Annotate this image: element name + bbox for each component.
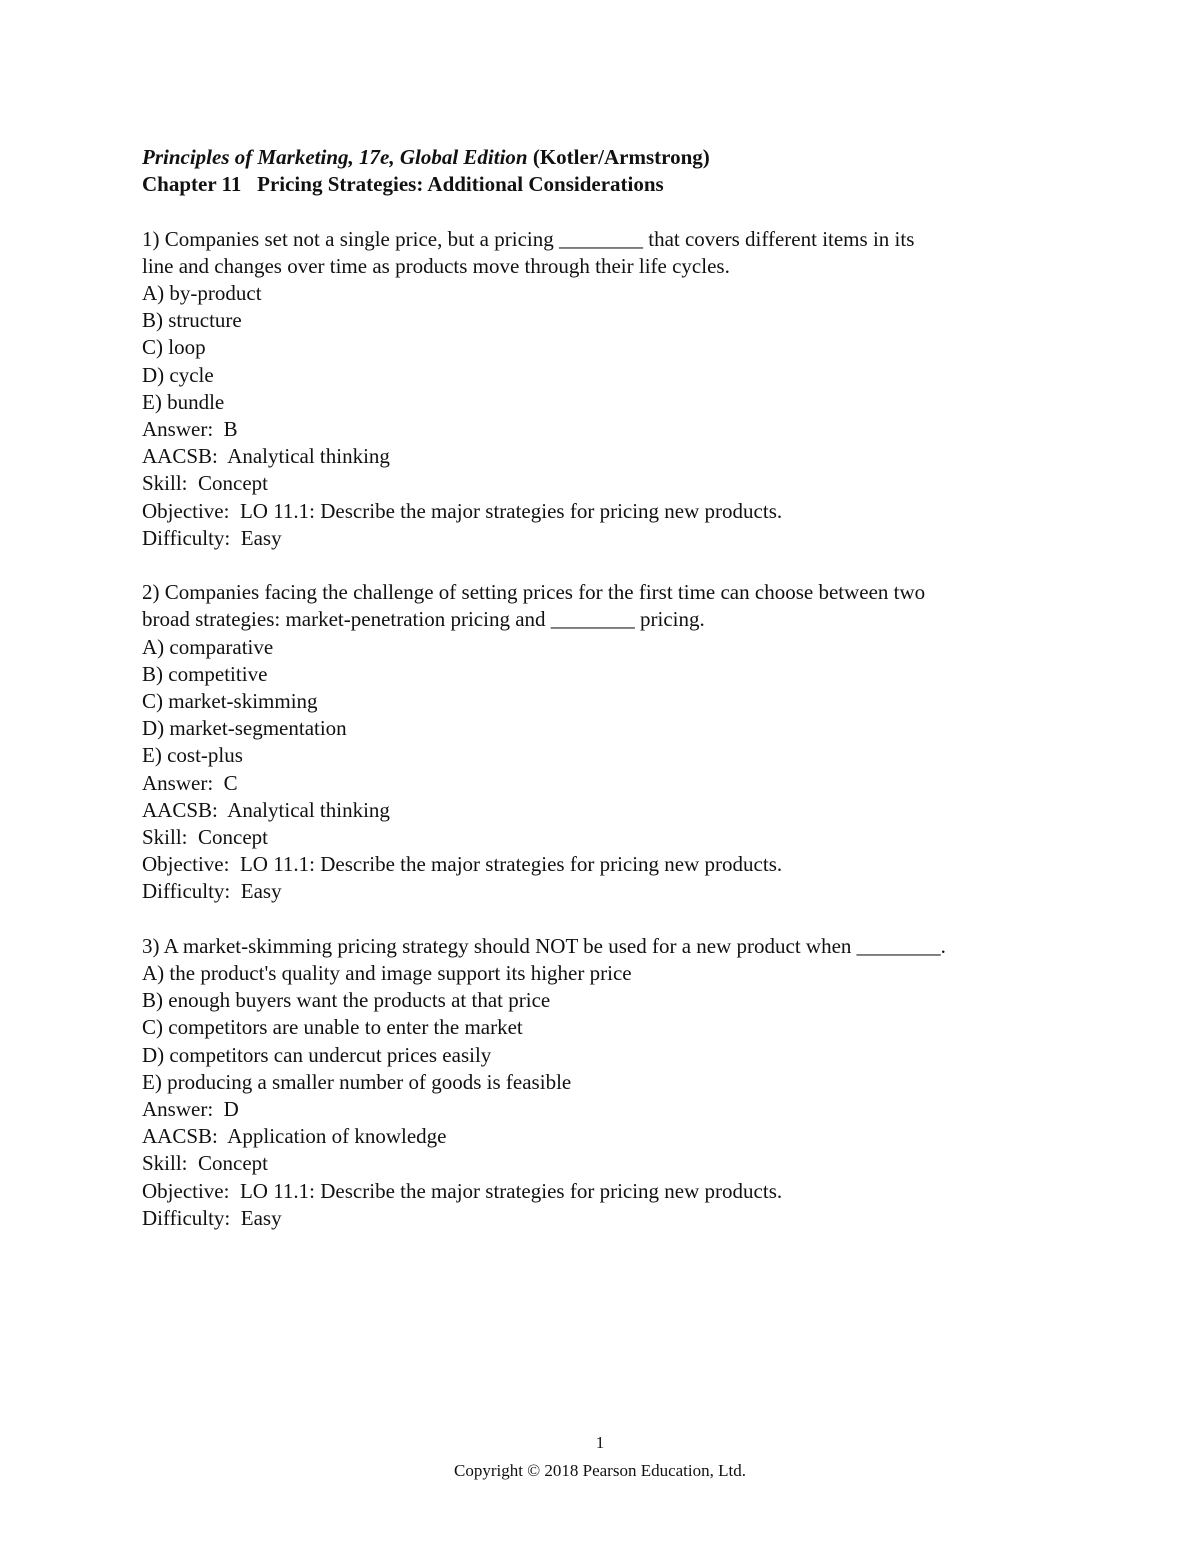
option-a: A) comparative xyxy=(142,634,274,659)
spacer xyxy=(142,198,1062,225)
objective: Objective: LO 11.1: Describe the major strategies for pricing new products. xyxy=(142,1178,783,1203)
option-d: D) competitors can undercut prices easily xyxy=(142,1042,492,1067)
answer: Answer: C xyxy=(142,770,238,795)
question-stem-line: 1) Companies set not a single price, but a pricing ________ that covers different items in its xyxy=(142,226,915,251)
option-b: B) competitive xyxy=(142,661,268,686)
question-stem-line: line and changes over time as products move through their life cycles. xyxy=(142,253,730,278)
aacsb: AACSB: Analytical thinking xyxy=(142,797,390,822)
page-number: 1 xyxy=(595,1433,605,1452)
difficulty: Difficulty: Easy xyxy=(142,525,282,550)
option-d: D) market-segmentation xyxy=(142,716,347,741)
question-3 xyxy=(142,933,1062,1232)
option-c: C) loop xyxy=(142,335,206,360)
aacsb: AACSB: Application of knowledge xyxy=(142,1124,447,1149)
book-title: Principles of Marketing, 17e, Global Edition xyxy=(142,145,528,169)
question-stem-line: broad strategies: market-penetration pricing and ________ pricing. xyxy=(142,607,705,632)
page-content xyxy=(142,144,1062,1259)
option-e: E) producing a smaller number of goods is feasible xyxy=(142,1069,572,1094)
question-1 xyxy=(142,226,1062,552)
objective: Objective: LO 11.1: Describe the major strategies for pricing new products. xyxy=(142,498,783,523)
chapter-title: Chapter 11 Pricing Strategies: Additional Considerations xyxy=(142,172,664,197)
book-title-line xyxy=(142,144,1062,171)
question-stem-line: 2) Companies facing the challenge of setting prices for the first time can choose between two xyxy=(142,580,926,605)
option-a: A) the product's quality and image support its higher price xyxy=(142,961,632,986)
difficulty: Difficulty: Easy xyxy=(142,1205,282,1230)
book-authors: (Kotler/Armstrong) xyxy=(527,145,710,169)
option-b: B) enough buyers want the products at that price xyxy=(142,988,551,1013)
answer: Answer: D xyxy=(142,1097,239,1122)
option-b: B) structure xyxy=(142,308,242,333)
skill: Skill: Concept xyxy=(142,825,268,850)
option-c: C) competitors are unable to enter the market xyxy=(142,1015,523,1040)
option-c: C) market-skimming xyxy=(142,689,318,714)
option-a: A) by-product xyxy=(142,281,262,305)
question-stem-line: 3) A market-skimming pricing strategy should NOT be used for a new product when ________. xyxy=(142,933,946,958)
question-2 xyxy=(142,579,1062,905)
aacsb: AACSB: Analytical thinking xyxy=(142,444,390,469)
skill: Skill: Concept xyxy=(142,1151,268,1176)
skill: Skill: Concept xyxy=(142,471,268,496)
copyright-notice: Copyright © 2018 Pearson Education, Ltd. xyxy=(454,1461,746,1480)
option-e: E) cost-plus xyxy=(142,743,243,768)
option-d: D) cycle xyxy=(142,362,214,387)
difficulty: Difficulty: Easy xyxy=(142,879,282,904)
option-e: E) bundle xyxy=(142,389,225,414)
objective: Objective: LO 11.1: Describe the major strategies for pricing new products. xyxy=(142,852,783,877)
answer: Answer: B xyxy=(142,417,238,442)
